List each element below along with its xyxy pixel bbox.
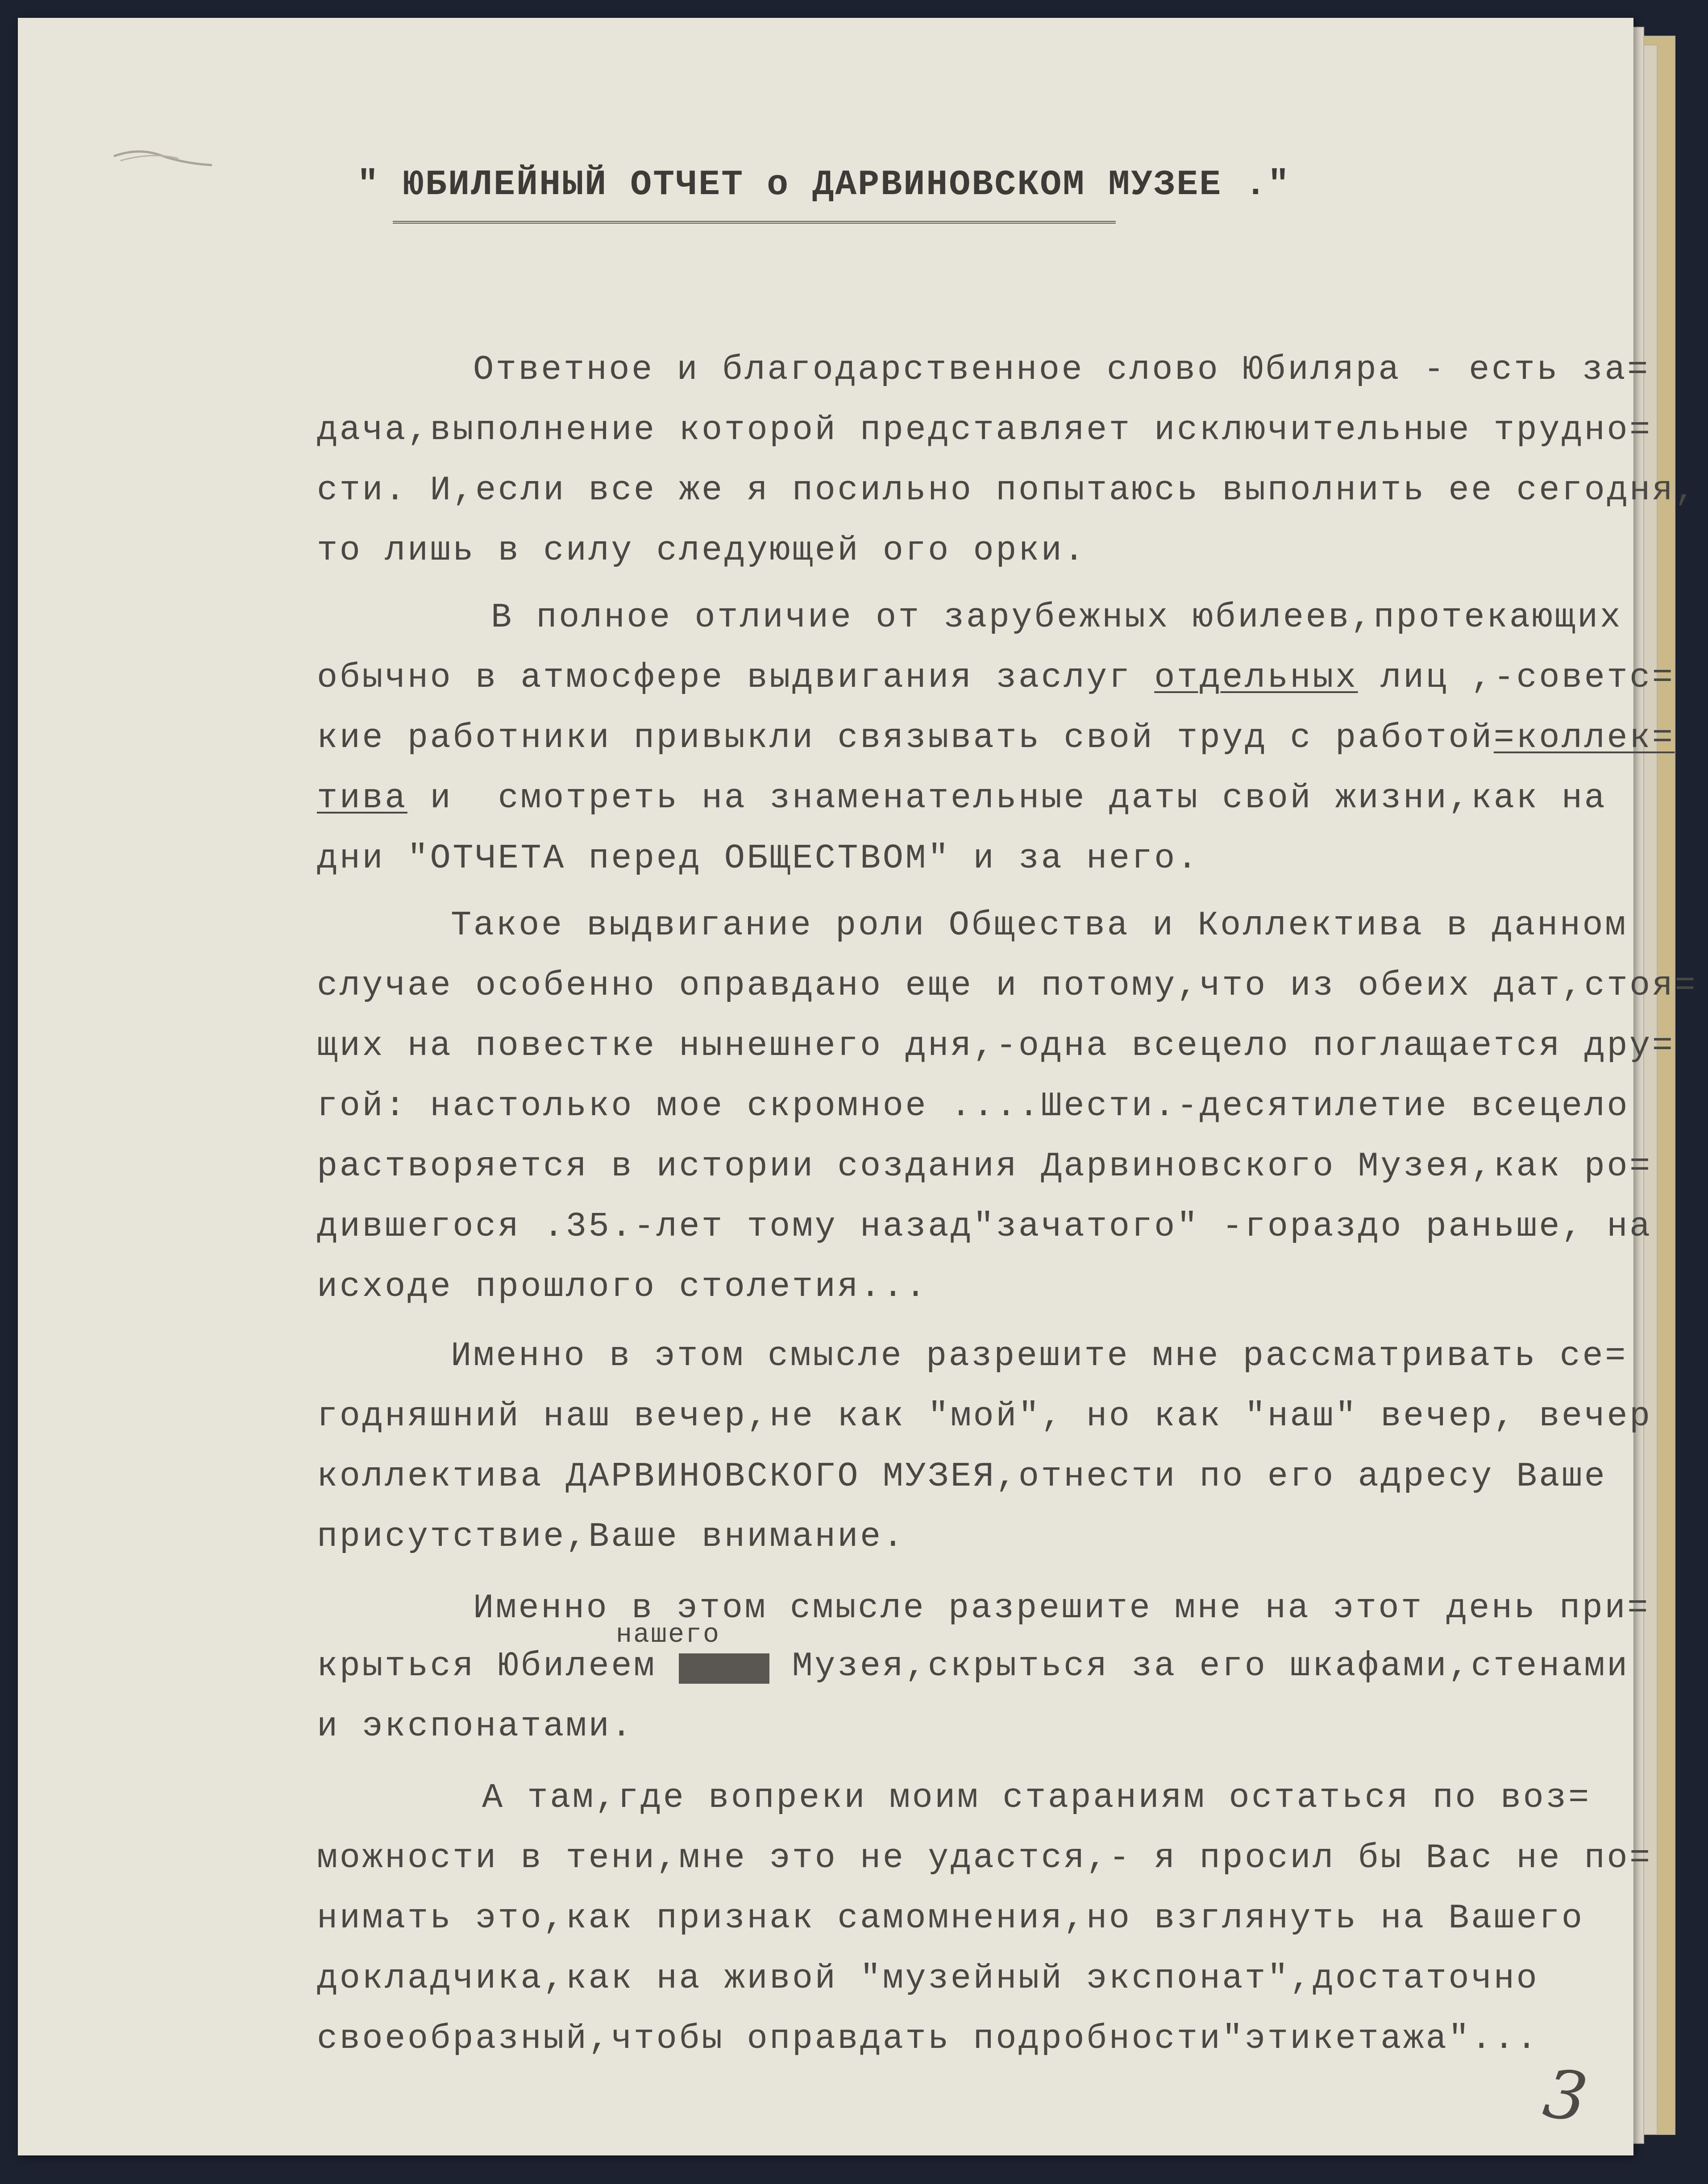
text-line: то лишь в силу следующей ого орки. (317, 531, 1087, 570)
struck-out-word (679, 1653, 769, 1684)
text-line: Такое выдвигание роли Общества и Коллектива в данном (451, 906, 1628, 945)
text-line: коллектива ДАРВИНОВСКОГО МУЗЕЯ,отнести по его адресу Ваше (317, 1457, 1607, 1496)
text-line: крыться Юбилеем Музея,скрыться за его шкафами,стенами (317, 1647, 1629, 1686)
text-line: и экспонатами. (317, 1707, 634, 1746)
text-line: нимать это,как признак самомнения,но взглянуть на Вашего (317, 1899, 1584, 1938)
text-line: докладчика,как на живой "музейный экспонат",достаточно (317, 1960, 1539, 1998)
text-line: годняшний наш вечер,не как "мой", но как "наш" вечер, вечер (317, 1397, 1652, 1436)
text-line: А там,где вопреки моим стараниям остаться по воз= (482, 1779, 1591, 1818)
text-line: присутствие,Ваше внимание. (317, 1518, 906, 1557)
text-line: тива и смотреть на знаменательные даты свой жизни,как на (317, 779, 1607, 818)
text-line: растворяется в истории создания Дарвиновского Музея,как ро= (317, 1147, 1652, 1186)
text-line: В полное отличие от зарубежных юбилеев,протекающих (491, 598, 1623, 637)
typewritten-page (18, 18, 1698, 2155)
text-line: щих на повестке нынешнего дня,-одна всецело поглащается дру= (317, 1027, 1675, 1066)
text-line: Именно в этом смысле разрешите мне рассматривать се= (451, 1337, 1628, 1376)
text-line: можности в тени,мне это не удастся,- я просил бы Вас не по= (317, 1839, 1652, 1878)
text-line: кие работники привыкли связывать свой труд с работой=коллек= (317, 719, 1675, 758)
pencil-mark (112, 143, 214, 170)
text-line: случае особенно оправдано еще и потому,что из обеих дат,стоя= (317, 967, 1698, 1005)
text-line: дившегося .35.-лет тому назад"зачатого" -гораздо раньше, на (317, 1208, 1652, 1246)
handwritten-insertion: нашего (616, 1620, 721, 1650)
text-line: сти. И,если все же я посильно попытаюсь выполнить ее сегодня, (317, 471, 1698, 510)
underlined-word: =коллек= (1493, 719, 1675, 758)
title-double-underline (393, 221, 1116, 239)
underlined-word: тива (317, 779, 407, 818)
text-line: обычно в атмосфере выдвигания заслуг отдельных лиц ,-советс= (317, 659, 1675, 698)
text-line: Ответное и благодарственное слово Юбиляра - есть за= (473, 351, 1650, 390)
text-line: Именно в этом смысле разрешите мне на этот день при= (473, 1589, 1650, 1628)
document-title: " ЮБИЛЕЙНЫЙ ОТЧЕТ о ДАРВИНОВСКОМ МУЗЕЕ ." (357, 165, 1291, 205)
text-line: дни "ОТЧЕТА перед ОБЩЕСТВОМ" и за него. (317, 839, 1200, 878)
page-number: 3 (1539, 2055, 1592, 2138)
text-line: своеобразный,чтобы оправдать подробности"этикетажа"... (317, 2020, 1539, 2059)
text-line: гой: настолько мое скромное ....Шести.-десятилетие всецело (317, 1087, 1630, 1126)
text-line: исходе прошлого столетия... (317, 1268, 928, 1307)
underlined-word: отдельных (1154, 659, 1358, 698)
text-line: дача,выполнение которой представляет исключительные трудно= (317, 411, 1652, 450)
